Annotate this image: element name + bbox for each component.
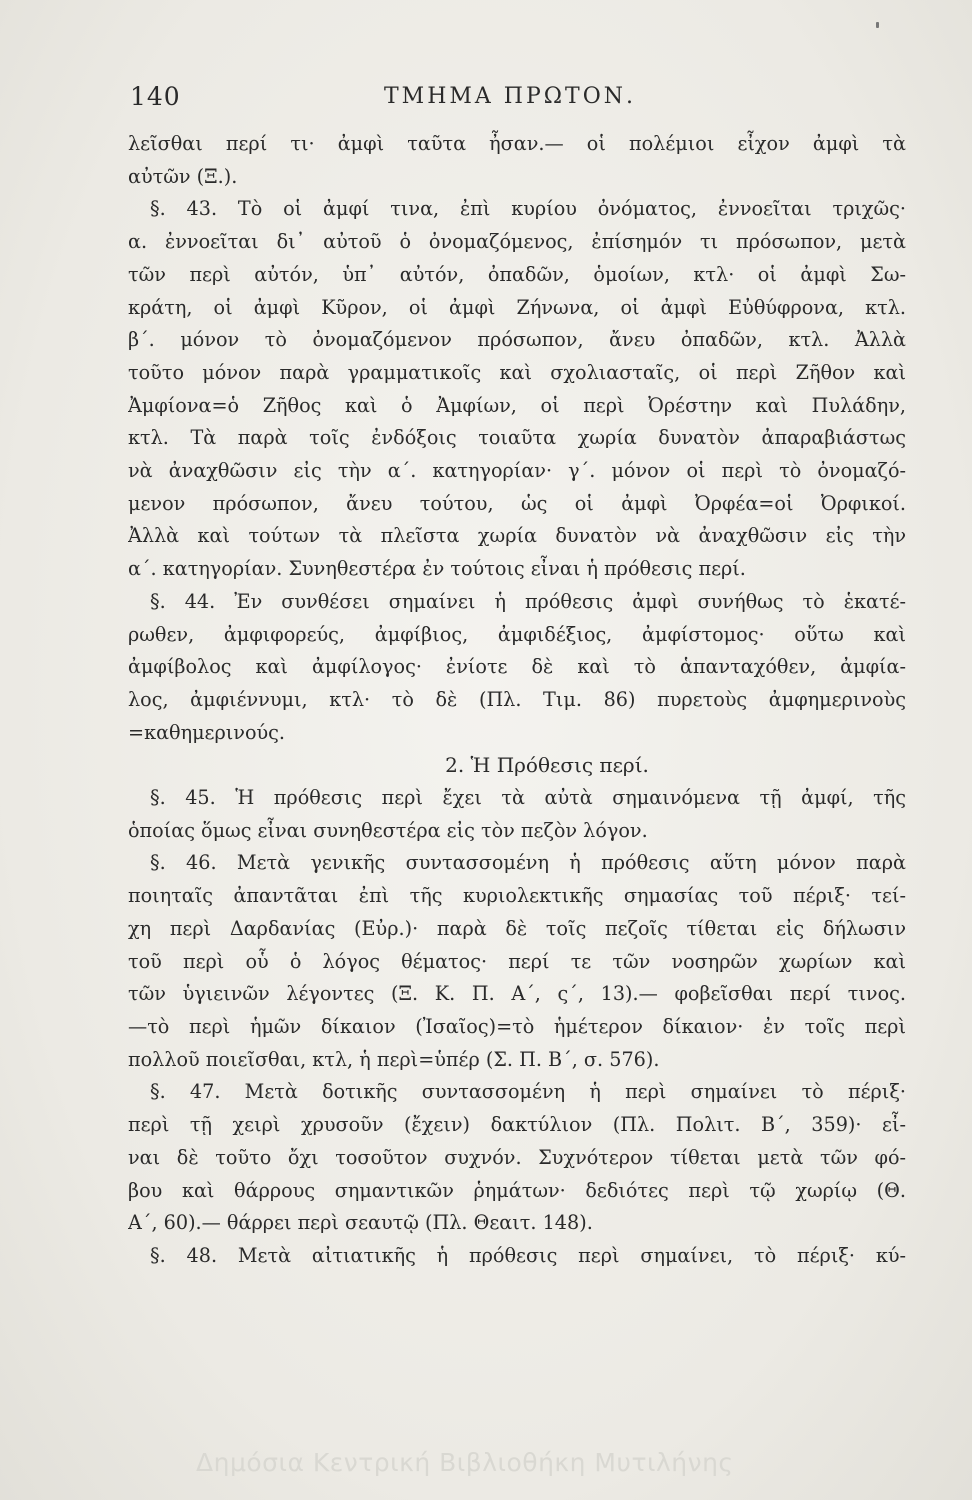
text-line: τοῦτο μόνον παρὰ γραμματικοῖς καὶ σχολιασταῖς, οἱ περὶ Ζῆθον καὶ	[128, 360, 906, 384]
text-line: λεῖσθαι περί τι· ἀμφὶ ταῦτα ἦσαν.— οἱ πολέμιοι εἶχον ἀμφὶ τὰ	[128, 132, 906, 155]
text-line: §. 43. Τὸ οἱ ἀμφί τινα, ἐπὶ κυρίου ὀνόματος, ἐννοεῖται τριχῶς·	[150, 197, 906, 221]
text-line: ναι δὲ τοῦτο ὄχι τοσοῦτον συχνόν. Συχνότερον τίθεται μετὰ τῶν φό-	[128, 1145, 906, 1169]
text-line: τοῦ περὶ οὗ ὁ λόγος θέματος· περί τε τῶν νοσηρῶν χωρίων καὶ	[128, 949, 906, 973]
text-line: Ἀλλὰ καὶ τούτων τὰ πλεῖστα χωρία δυνατὸν νὰ ἀναχθῶσιν εἰς τὴν	[128, 524, 906, 548]
text-line: §. 47. Μετὰ δοτικῆς συντασσομένη ἡ περὶ σημαίνει τὸ πέριξ·	[150, 1080, 906, 1104]
text-line: νὰ ἀναχθῶσιν εἰς τὴν α΄. κατηγορίαν· γ΄. μόνον οἱ περὶ τὸ ὀνομαζό-	[128, 459, 906, 483]
text-line: =καθημερινούς.	[128, 720, 286, 744]
text-line: α. ἐννοεῖται δι᾽ αὐτοῦ ὁ ὀνομαζόμενος, ἐπίσημόν τι πρόσωπον, μετὰ	[128, 230, 906, 254]
page-header	[130, 82, 830, 122]
text-line: α΄. κατηγορίαν. Συνηθεστέρα ἐν τούτοις εἶναι ἡ πρόθεσις περί.	[128, 557, 746, 581]
text-line: χη περὶ Δαρδανίας (Εὐρ.)· παρὰ δὲ τοῖς πεζοῖς τίθεται εἰς δήλωσιν	[128, 916, 906, 940]
text-line: β΄. μόνον τὸ ὀνομαζόμενον πρόσωπον, ἄνευ ὀπαδῶν, κτλ. Ἀλλὰ	[128, 328, 906, 352]
text-line: —τὸ περὶ ἡμῶν δίκαιον (Ἰσαῖος)=τὸ ἡμέτερον δίκαιον· ἐν τοῖς περὶ	[128, 1014, 906, 1038]
text-line: κράτη, οἱ ἀμφὶ Κῦρον, οἱ ἀμφὶ Ζήνωνα, οἱ ἀμφὶ Εὐθύφρονα, κτλ.	[128, 295, 906, 319]
text-line: ρωθεν, ἀμφιφορεύς, ἀμφίβιος, ἀμφιδέξιος, ἀμφίστομος· οὕτω καὶ	[128, 622, 906, 646]
running-head: ΤΜΗΜΑ ΠΡΩΤΟΝ.	[384, 84, 636, 109]
text-line: βου καὶ θάρρους σημαντικῶν ῥημάτων· δεδιότες περὶ τῷ χωρίῳ (Θ.	[128, 1178, 906, 1202]
ink-speck	[876, 22, 879, 28]
text-line: §. 48. Μετὰ αἰτιατικῆς ἡ πρόθεσις περὶ σημαίνει, τὸ πέριξ· κύ-	[150, 1243, 906, 1267]
text-line: μενον πρόσωπον, ἄνευ τούτου, ὡς οἱ ἀμφὶ Ὀρφέα=οἱ Ὀρφικοί.	[128, 491, 906, 515]
text-line: §. 45. Ἡ πρόθεσις περὶ ἔχει τὰ αὐτὰ σημαινόμενα τῇ ἀμφί, τῆς	[150, 786, 906, 810]
text-line: τῶν περὶ αὐτόν, ὑπ᾽ αὐτόν, ὀπαδῶν, ὁμοίων, κτλ· οἱ ἀμφὶ Σω-	[128, 262, 906, 286]
text-line: κτλ. Τὰ παρὰ τοῖς ἐνδόξοις τοιαῦτα χωρία δυνατὸν ἀπαραβιάστως	[128, 426, 906, 450]
text-line: Α΄, 60).— θάρρει περὶ σεαυτῷ (Πλ. Θεαιτ. 148).	[128, 1211, 593, 1235]
section-heading: 2. Ἡ Πρόθεσις περί.	[445, 753, 649, 778]
text-line: ποιηταῖς ἀπαντᾶται ἐπὶ τῆς κυριολεκτικῆς σημασίας τοῦ πέριξ· τεί-	[128, 884, 906, 908]
text-line: πολλοῦ ποιεῖσθαι, κτλ, ἡ περὶ=ὑπέρ (Σ. Π. Β΄, σ. 576).	[128, 1047, 660, 1071]
text-line: ὁποίας ὅμως εἶναι συνηθεστέρα εἰς τὸν πεζὸν λόγον.	[128, 818, 648, 842]
text-line: τῶν ὑγιεινῶν λέγοντες (Ξ. Κ. Π. Α΄, ς΄, 13).— φοβεῖσθαι περί τινος.	[128, 982, 906, 1006]
text-line: §. 46. Μετὰ γενικῆς συντασσομένη ἡ πρόθεσις αὕτη μόνον παρὰ	[150, 851, 906, 875]
text-line: §. 44. Ἐν συνθέσει σημαίνει ἡ πρόθεσις ἀμφὶ συνήθως τὸ ἑκατέ-	[150, 589, 906, 613]
text-line: λος, ἀμφιέννυμι, κτλ· τὸ δὲ (Πλ. Τιμ. 86) πυρετοὺς ἀμφημερινοὺς	[128, 687, 906, 711]
text-line: περὶ τῇ χειρὶ χρυσοῦν (ἔχειν) δακτύλιον (Πλ. Πολιτ. Β΄, 359)· εἶ-	[128, 1113, 906, 1137]
body-text	[128, 128, 906, 1273]
page-number: 140	[130, 82, 181, 111]
library-watermark: Δημόσια Κεντρική Βιβλιοθήκη Μυτιλήνης	[196, 1448, 734, 1477]
text-line: ἀμφίβολος καὶ ἀμφίλογος· ἐνίοτε δὲ καὶ τὸ ἁπανταχόθεν, ἀμφία-	[128, 655, 906, 679]
text-line: Ἀμφίονα=ὁ Ζῆθος καὶ ὁ Ἀμφίων, οἱ περὶ Ὀρέστην καὶ Πυλάδην,	[128, 393, 906, 417]
text-line: αὐτῶν (Ξ.).	[128, 164, 238, 188]
